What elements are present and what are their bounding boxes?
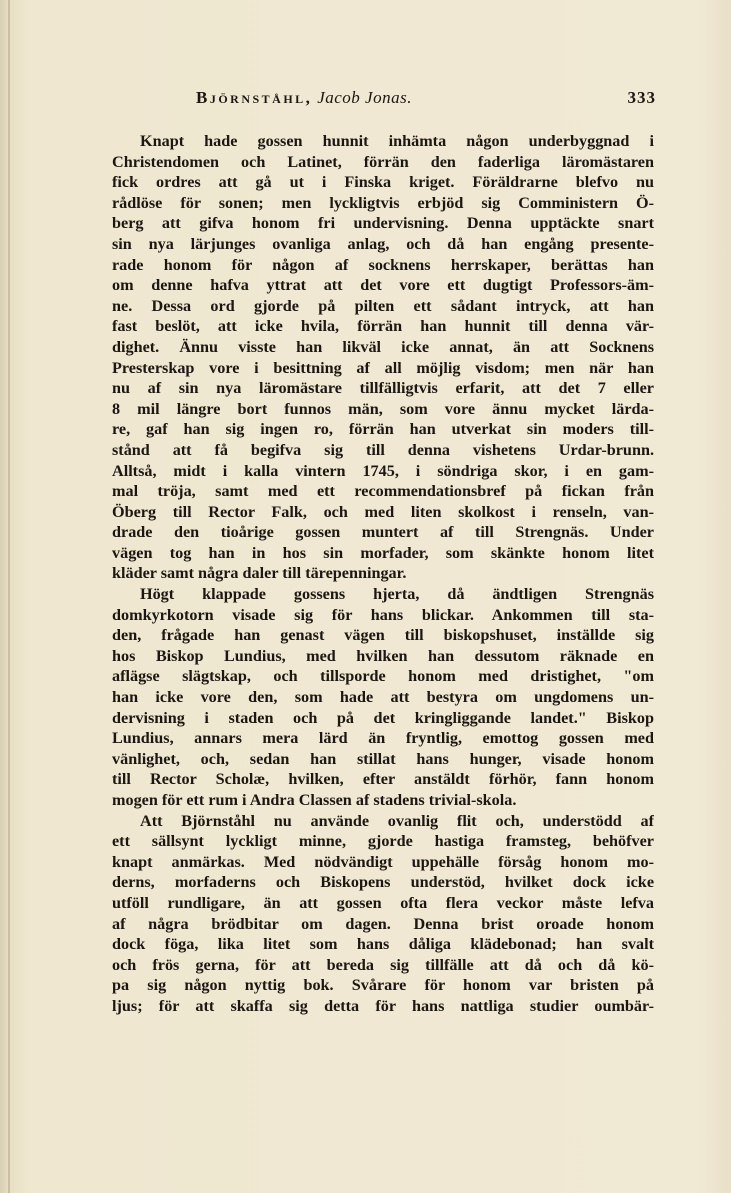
text-line: af några brödbitar om dagen. Denna brist oroade honom	[112, 914, 654, 933]
text-line: Christendomen och Latinet, förrän den faderliga läromästaren	[112, 152, 654, 171]
text-line: 8 mil längre bort funnos män, som vore ännu mycket lärda-	[112, 399, 654, 418]
text-line: re, gaf han sig ingen ro, förrän han utverkat sin moders till-	[112, 420, 654, 439]
header-author-given-names: Jacob Jonas.	[317, 88, 412, 107]
page-number: 333	[627, 88, 656, 107]
text-line: stånd att få begifva sig till denna vishetens Urdar-brunn.	[112, 440, 654, 459]
text-line: Presterskap vore i besittning af all möjlig visdom; men när han	[112, 358, 654, 377]
text-line: mal tröja, samt med ett recommendationsbref på fickan från	[112, 482, 654, 501]
text-line: knapt anmärkas. Med nödvändigt uppehälle försåg honom mo-	[112, 852, 654, 871]
text-line: utföll rundligare, än att gossen ofta flera veckor måste lefva	[112, 893, 654, 912]
text-line: derns, morfaderns och Biskopens understöd, hvilket dock icke	[112, 873, 654, 892]
text-line: och frös gerna, för att bereda sig tillfälle att då och då kö-	[112, 955, 654, 974]
text-line: ne. Dessa ord gjorde på pilten ett sådant intryck, att han	[112, 296, 654, 315]
text-line: ett sällsynt lyckligt minne, gjorde hastiga framsteg, behöfver	[112, 832, 654, 851]
text-line: hos Biskop Lundius, med hvilken han dessutom räknade en	[112, 646, 654, 665]
text-line: om denne hafva yttrat att det vore ett dugtigt Professors-äm-	[112, 276, 654, 295]
text-line: rade honom för någon af socknens herrskaper, berättas han	[112, 255, 654, 274]
text-line: dock föga, lika litet som hans dåliga klädebonad; han svalt	[112, 935, 654, 954]
text-line: fick ordres att gå ut i Finska kriget. Föräldrarne blefvo nu	[112, 173, 654, 192]
text-line: domkyrkotorn visade sig för hans blickar. Ankommen till sta-	[112, 605, 654, 624]
text-line: fast beslöt, att icke hvila, förrän han hunnit till denna vär-	[112, 317, 654, 336]
text-line: sin nya lärjunges ovanliga anlag, och då han engång presente-	[112, 234, 654, 253]
text-line: vägen tog han in hos sin morfader, som skänkte honom litet	[112, 543, 654, 562]
text-line: Knapt hade gossen hunnit inhämta någon underbyggnad i	[140, 132, 654, 150]
text-line: vänlighet, och, sedan han stillat hans hunger, visade honom	[112, 749, 654, 768]
body-text	[112, 131, 654, 1017]
text-line: drade den tioårige gossen muntert af till Strengnäs. Under	[112, 523, 654, 542]
text-line: dighet. Ännu visste han likväl icke annat, än att Socknens	[112, 337, 654, 356]
text-line: dervisning i staden och på det kringliggande landet." Biskop	[112, 708, 654, 727]
text-line: till Rector Scholæ, hvilken, efter anstäldt förhör, fann honom	[112, 770, 654, 789]
text-line: Alltså, midt i kalla vintern 1745, i söndriga skor, i en gam-	[112, 461, 654, 480]
text-line: mogen för ett rum i Andra Classen af stadens trivial-skola.	[112, 791, 517, 809]
text-line: kläder samt några daler till tärepenningar.	[112, 564, 407, 583]
text-line: Högt klappade gossens hjerta, då ändtligen Strengnäs	[140, 585, 654, 604]
page-spine-edge	[8, 0, 10, 1193]
running-title	[196, 88, 412, 108]
text-line: berg att gifva honom fri undervisning. Denna upptäckte snart	[112, 214, 654, 233]
text-line: ljus; för att skaffa sig detta för hans nattliga studier oumbär-	[112, 996, 654, 1015]
text-line: rådlöse för sonen; men lyckligtvis erbjöd sig Comministern Ö-	[112, 193, 654, 212]
text-line: nu af sin nya läromästare tillfälligtvis erfarit, att det 7 eller	[112, 379, 654, 398]
text-line: Att Björnståhl nu använde ovanlig flit och, understödd af	[140, 811, 654, 830]
header-author-name: Björnståhl,	[196, 88, 313, 107]
text-line: den, frågade han genast vägen till biskopshuset, inställde sig	[112, 626, 654, 645]
running-header	[196, 88, 656, 114]
text-line: Lundius, annars mera lärd än fryntlig, emottog gossen med	[112, 729, 654, 748]
text-line: pa sig någon nyttig bok. Svårare för honom var bristen på	[112, 976, 654, 995]
text-line: Öberg till Rector Falk, och med liten skolkost i renseln, van-	[112, 502, 654, 521]
text-line: aflägse slägtskap, och tillsporde honom med dristighet, "om	[112, 667, 654, 686]
text-line: han icke vore den, som hade att bestyra om ungdomens un-	[112, 688, 654, 707]
